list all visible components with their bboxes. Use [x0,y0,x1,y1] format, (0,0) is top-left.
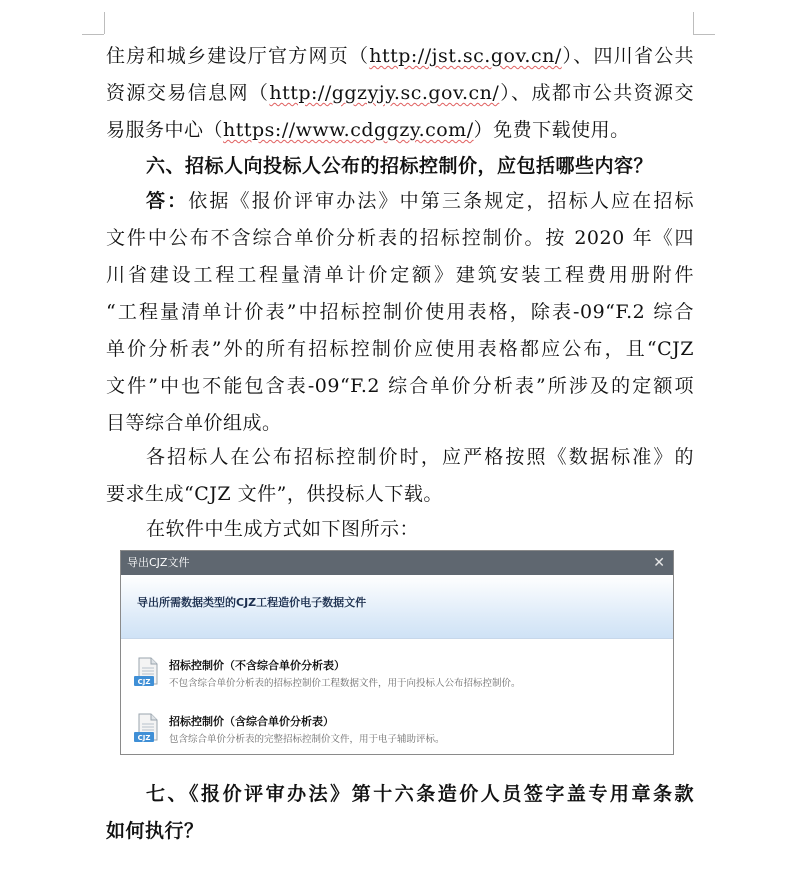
export-option-with-analysis[interactable] [131,711,651,747]
svg-text:CJZ: CJZ [137,678,151,686]
text-run: 易服务中心（ [106,119,224,141]
page-corner-mark [693,12,694,34]
body-line: 文件”中也不能包含表-09“F.2 综合单价分析表”所涉及的定额项 [106,375,694,397]
text-run: ）、四川省公共 [561,45,694,67]
body-line: “工程量清单计价表”中招标控制价使用表格，除表-09“F.2 综合 [106,301,694,323]
body-line: 单价分析表”外的所有招标控制价应使用表格都应公布，且“CJZ [106,338,694,360]
cjz-file-icon [133,657,159,687]
text-run: ）、成都市公共资源交 [499,82,694,104]
option-title: 招标控制价（含综合单价分析表） [169,715,334,728]
body-line [106,118,694,142]
url-link[interactable]: http://ggzyjy.sc.gov.cn/ [269,82,500,104]
body-line: 在软件中生成方式如下图所示： [146,518,420,540]
option-description: 包含综合单价分析表的完整招标控制价文件，用于电子辅助评标。 [169,734,445,745]
option-description: 不包含综合单价分析表的招标控制价工程数据文件，用于向投标人公布招标控制价。 [169,678,521,689]
text-run: ）免费下载使用。 [473,119,630,141]
close-icon[interactable]: ✕ [653,555,665,571]
export-cjz-dialog [120,550,674,755]
section-heading: 六、招标人向投标人公布的招标控制价，应包括哪些内容？ [146,155,654,177]
dialog-banner: 导出所需数据类型的CJZ工程造价电子数据文件 [121,575,673,639]
text-run: 资源交易信息网（ [106,82,270,104]
body-line: 要求生成“CJZ 文件”，供投标人下载。 [106,483,443,505]
text-run: 住房和城乡建设厅官方网页（ [106,45,370,67]
cjz-file-icon [133,713,159,743]
body-line: 文件中公布不含综合单价分析表的招标控制价。按 2020 年《四 [106,227,694,249]
answer-label: 答： [146,190,189,212]
option-title: 招标控制价（不含综合单价分析表） [169,659,345,672]
page-corner-mark [82,34,104,35]
body-line: 目等综合单价组成。 [106,412,282,434]
body-line: 川省建设工程工程量清单计价定额》建筑安装工程费用册附件 [106,264,694,286]
page-corner-mark [693,34,715,35]
body-line [106,44,694,68]
body-line [106,81,694,105]
body-line: 各招标人在公布招标控制价时，应严格按照《数据标准》的 [146,446,694,468]
svg-text:CJZ: CJZ [137,734,151,742]
text-run: 依据《报价评审办法》中第三条规定，招标人应在招标 [188,190,694,212]
section-heading: 如何执行？ [106,820,204,842]
url-link[interactable]: https://www.cdggzy.com/ [223,119,474,141]
section-heading: 七、《报价评审办法》第十六条造价人员签字盖专用章条款 [146,783,694,805]
page-corner-mark [104,12,105,34]
url-link[interactable]: http://jst.sc.gov.cn/ [369,45,562,67]
dialog-title-bar [121,551,673,575]
export-option-without-analysis[interactable] [131,655,651,691]
body-line [146,189,694,213]
dialog-title: 导出CJZ文件 [127,556,190,569]
